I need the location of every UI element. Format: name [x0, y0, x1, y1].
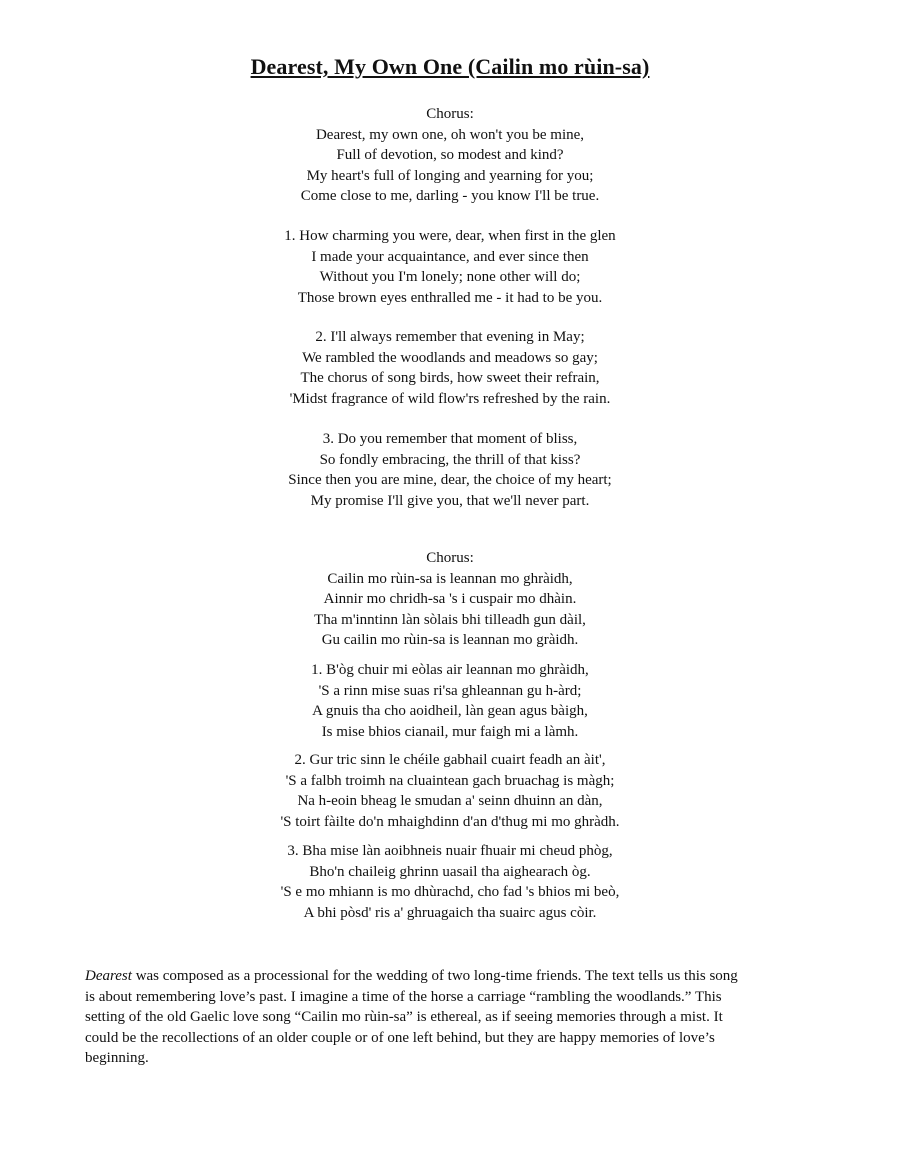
english-verse-3	[0, 429, 900, 511]
lyric-line: My heart's full of longing and yearning for you;	[306, 167, 594, 184]
lyric-line: 'S toirt fàilte do'n mhaighdinn d'an d'thug mi mo ghràdh.	[280, 813, 620, 830]
lyric-line: 'S a rinn mise suas ri'sa ghleannan gu h-àrd;	[318, 682, 582, 699]
note-line: beginning.	[85, 1050, 149, 1067]
note-line: is about remembering love’s past. I imagine a time of the horse a carriage “rambling the woodlands.” This	[85, 988, 722, 1005]
chorus-heading: Chorus:	[426, 106, 474, 122]
lyric-line: A gnuis tha cho aoidheil, làn gean agus bàigh,	[312, 703, 588, 719]
note-line: could be the recollections of an older couple or of one left behind, but they are happy memories of love’s	[85, 1029, 715, 1046]
lyric-line: I made your acquaintance, and ever since then	[311, 248, 589, 265]
gaelic-verse-2	[0, 750, 900, 832]
lyric-line: 2. Gur tric sinn le chéile gabhail cuairt feadh an àit',	[294, 752, 606, 768]
lyric-line: 2. I'll always remember that evening in May;	[315, 329, 585, 345]
note-first-line-text: was composed as a processional for the wedding of two long-time friends. The text tells us this song	[131, 968, 738, 984]
lyric-line: 3. Do you remember that moment of bliss,	[322, 431, 578, 447]
lyric-line: 1. B'òg chuir mi eòlas air leannan mo ghràidh,	[311, 662, 589, 678]
lyric-line: Na h-eoin bheag le smudan a' seinn dhuinn an dàn,	[297, 793, 603, 809]
english-verse-1	[0, 226, 900, 308]
program-note	[85, 966, 815, 1069]
english-chorus	[0, 104, 900, 207]
gaelic-chorus	[0, 548, 900, 651]
lyric-line: Dearest, my own one, oh won't you be mine,	[315, 126, 585, 143]
lyric-line: Full of devotion, so modest and kind?	[336, 147, 564, 163]
chorus-heading: Chorus:	[426, 550, 474, 566]
gaelic-verse-1	[0, 660, 900, 742]
note-line	[85, 966, 815, 987]
lyric-line: Ainnir mo chridh-sa 's i cuspair mo dhàin.	[323, 591, 577, 607]
lyric-line: Without you I'm lonely; none other will do;	[319, 269, 581, 285]
lyric-line: So fondly embracing, the thrill of that kiss?	[319, 451, 581, 468]
lyric-line: Those brown eyes enthralled me - it had to be you.	[297, 289, 603, 306]
lyric-line: 3. Bha mise làn aoibhneis nuair fhuair mi cheud phòg,	[287, 843, 613, 859]
note-line: setting of the old Gaelic love song “Cailin mo rùin-sa” is ethereal, as if seeing memories through a mist. It	[85, 1009, 723, 1026]
lyric-line: My promise I'll give you, that we'll never part.	[310, 492, 590, 509]
lyric-line: 'S e mo mhiann is mo dhùrachd, cho fad 's bhios mi beò,	[280, 884, 620, 900]
lyric-line: 'S a falbh troimh na cluaintean gach bruachag is màgh;	[285, 772, 615, 789]
lyric-line: Tha m'inntinn làn sòlais bhi tilleadh gun dàil,	[314, 611, 586, 628]
page-title: Dearest, My Own One (Cailin mo rùin-sa)	[250, 54, 650, 79]
lyric-line: We rambled the woodlands and meadows so gay;	[302, 349, 598, 366]
lyric-line: Come close to me, darling - you know I'll be true.	[300, 188, 600, 204]
lyric-line: Is mise bhios cianail, mur faigh mi a làmh.	[321, 723, 579, 740]
lyric-line: A bhi pòsd' ris a' ghruagaich tha suairc agus còir.	[303, 904, 597, 921]
lyric-line: Gu cailin mo rùin-sa is leannan mo gràidh.	[321, 632, 579, 648]
lyric-line: 'Midst fragrance of wild flow'rs refreshed by the rain.	[289, 390, 611, 407]
lyric-line: Cailin mo rùin-sa is leannan mo ghràidh,	[327, 570, 573, 587]
lyric-line: Since then you are mine, dear, the choice of my heart;	[288, 472, 612, 488]
gaelic-verse-3	[0, 841, 900, 923]
lyric-line: Bho'n chaileig ghrinn uasail tha aighearach òg.	[309, 863, 591, 880]
lyric-line: 1. How charming you were, dear, when first in the glen	[284, 228, 616, 244]
lyric-line: The chorus of song birds, how sweet their refrain,	[300, 370, 600, 386]
note-italic-title: Dearest	[85, 968, 132, 984]
english-verse-2	[0, 327, 900, 409]
